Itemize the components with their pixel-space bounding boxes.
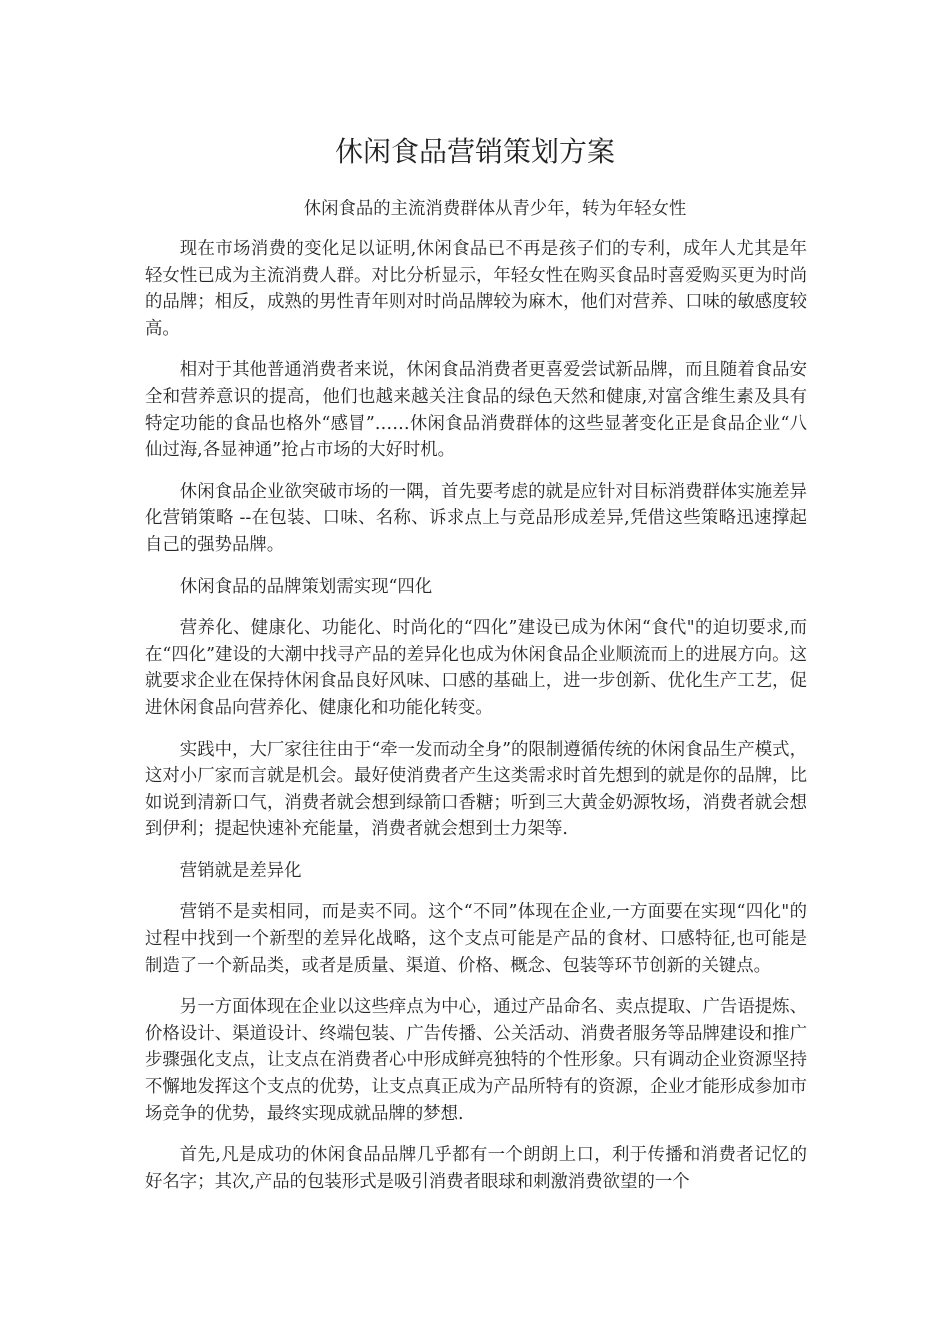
document-title: 休闲食品营销策划方案 <box>334 135 615 168</box>
paragraph-selling-difference: 营销不是卖相同，而是卖不同。这个“不同”体现在企业,一方面要在实现“四化"的过程中找到一个新型的差异化战略，这个支点可能是产品的食材、口感特征,也可能是制造了一个新品类，或者是质量、渠道、价格、概念、包装等环节创新的关键点。 <box>145 902 807 976</box>
paragraph-consumer-preferences: 相对于其他普通消费者来说，休闲食品消费者更喜爱尝试新品牌，而且随着食品安全和营养意识的提高，他们也越来越关注食品的绿色天然和健康,对富含维生素及具有特定功能的食品也格外“感冒”……休闲食品消费群体的这些显著变化正是食品企业“八仙过海,各显神通”抢占市场的大好时机。 <box>145 360 807 461</box>
paragraph-naming-packaging: 首先,凡是成功的休闲食品品牌几乎都有一个朗朗上口，利于传播和消费者记忆的好名字；其次,产品的包装形式是吸引消费者眼球和刺激消费欲望的一个 <box>145 1145 807 1192</box>
paragraph-four-modernizations: 营养化、健康化、功能化、时尚化的“四化”建设已成为休闲“食代"的迫切要求,而在“四化”建设的大潮中找寻产品的差异化也成为休闲食品企业顺流而上的进展方向。这就要求企业在保持休闲食品良好风味、口感的基础上，进一步创新、优化生产工艺，促进休闲食品向营养化、健康化和功能化转变。 <box>145 618 807 718</box>
paragraph-consumer-shift: 现在市场消费的变化足以证明,休闲食品已不再是孩子们的专利，成年人尤其是年轻女性已成为主流消费人群。对比分析显示，年轻女性在购买食品时喜爱购买更为时尚的品牌；相反，成熟的男性青年则对时尚品牌较为麻木，他们对营养、口味的敏感度较高。 <box>145 239 807 339</box>
section-heading-marketing-differentiation: 营销就是差异化 <box>179 860 302 881</box>
section-heading-four-modernizations: 休闲食品的品牌策划需实现“四化 <box>179 576 433 597</box>
paragraph-practice: 实践中，大厂家往往由于“牵一发而动全身”的限制遵循传统的休闲食品生产模式，这对小厂家而言就是机会。最好使消费者产生这类需求时首先想到的就是你的品牌，比如说到清新口气，消费者就会想到绿箭口香糖；听到三大黄金奶源牧场，消费者就会想到伊利；提起快速补充能量，消费者就会想到士力架等. <box>145 739 807 840</box>
paragraph-differentiation-strategy: 休闲食品企业欲突破市场的一隅，首先要考虑的就是应针对目标消费群体实施差异化营销策略 --在包装、口味、名称、诉求点上与竞品形成差异,凭借这些策略迅速撑起自己的强势品牌。 <box>145 481 807 555</box>
paragraph-brand-building: 另一方面体现在企业以这些痒点为中心，通过产品命名、卖点提取、广告语提炼、价格设计、渠道设计、终端包装、广告传播、公关活动、消费者服务等品牌建设和推广步骤强化支点，让支点在消费者心中形成鲜亮独特的个性形象。只有调动企业资源坚持不懈地发挥这个支点的优势，让支点真正成为产品所特有的资源，企业才能形成参加市场竞争的优势，最终实现成就品牌的梦想. <box>145 997 807 1124</box>
document-subtitle: 休闲食品的主流消费群体从青少年，转为年轻女性 <box>303 199 687 219</box>
document-body <box>145 236 807 1210</box>
